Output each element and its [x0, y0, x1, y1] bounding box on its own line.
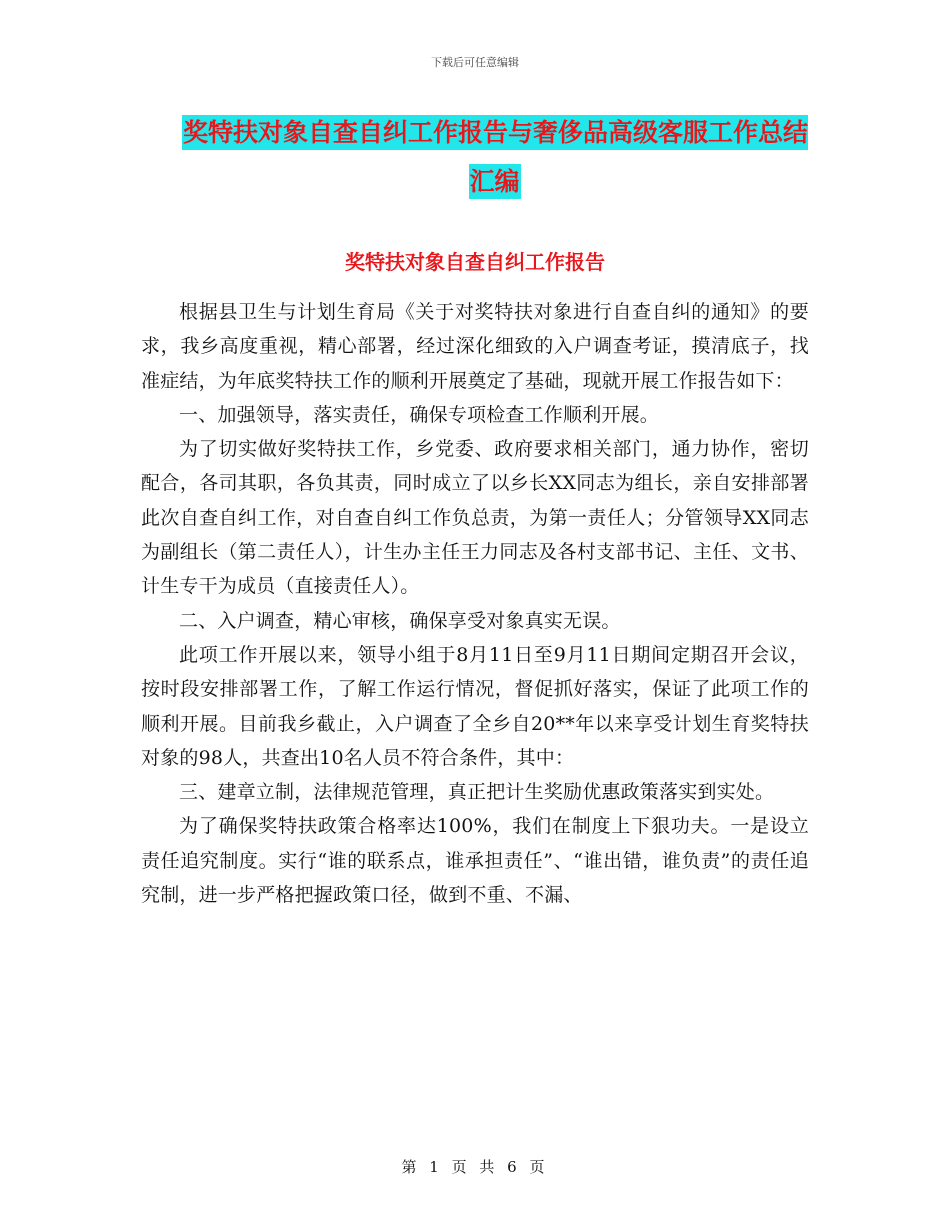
paragraph: 根据县卫生与计划生育局《关于对奖特扶对象进行自查自纠的通知》的要求，我乡高度重视，精心部署，经过深化细致的入户调查考证，摸清底子，找准症结，为年底奖特扶工作的顺利开展奠定了基础，现就开展工作报告如下：: [141, 301, 809, 392]
paragraph: 一、加强领导，落实责任，确保专项检查工作顺利开展。: [179, 403, 660, 426]
paragraph: 二、入户调查，精心审核，确保享受对象真实无误。: [179, 609, 621, 632]
document-title: [175, 108, 815, 206]
section-title: 奖特扶对象自查自纠工作报告: [345, 250, 605, 274]
paragraph: 三、建章立制，法律规范管理，真正把计生奖励优惠政策落实到实处。: [179, 781, 775, 804]
paragraph: 此项工作开展以来，领导小组于8月11日至9月11日期间定期召开会议，按时段安排部署工作，了解工作运行情况，督促抓好落实，保证了此项工作的顺利开展。目前我乡截止，入户调查了全乡自20**年以来享受计划生育奖特扶对象的98人，共查出10名人员不符合条件，其中：: [141, 643, 809, 769]
paragraph: 为了切实做好奖特扶工作，乡党委、政府要求相关部门，通力协作，密切配合，各司其职，各负其责，同时成立了以乡长XX同志为组长，亲自安排部署此次自查自纠工作，对自查自纠工作负总责，为第一责任人；分管领导XX同志为副组长（第二责任人），计生办主任王力同志及各村支部书记、主任、文书、计生专干为成员（直接责任人）。: [141, 438, 809, 598]
document-body: [141, 295, 809, 912]
header-note: 下载后可任意编辑: [431, 56, 519, 69]
page-number: 第 1 页 共 6 页: [401, 1158, 549, 1176]
document-title-text: 奖特扶对象自查自纠工作报告与奢侈品高级客服工作总结汇编: [182, 115, 808, 199]
paragraph: 为了确保奖特扶政策合格率达100%，我们在制度上下狠功夫。一是设立责任追究制度。实行“谁的联系点，谁承担责任”、“谁出错，谁负责”的责任追究制，进一步严格把握政策口径，做到不重、不漏、: [141, 815, 809, 907]
